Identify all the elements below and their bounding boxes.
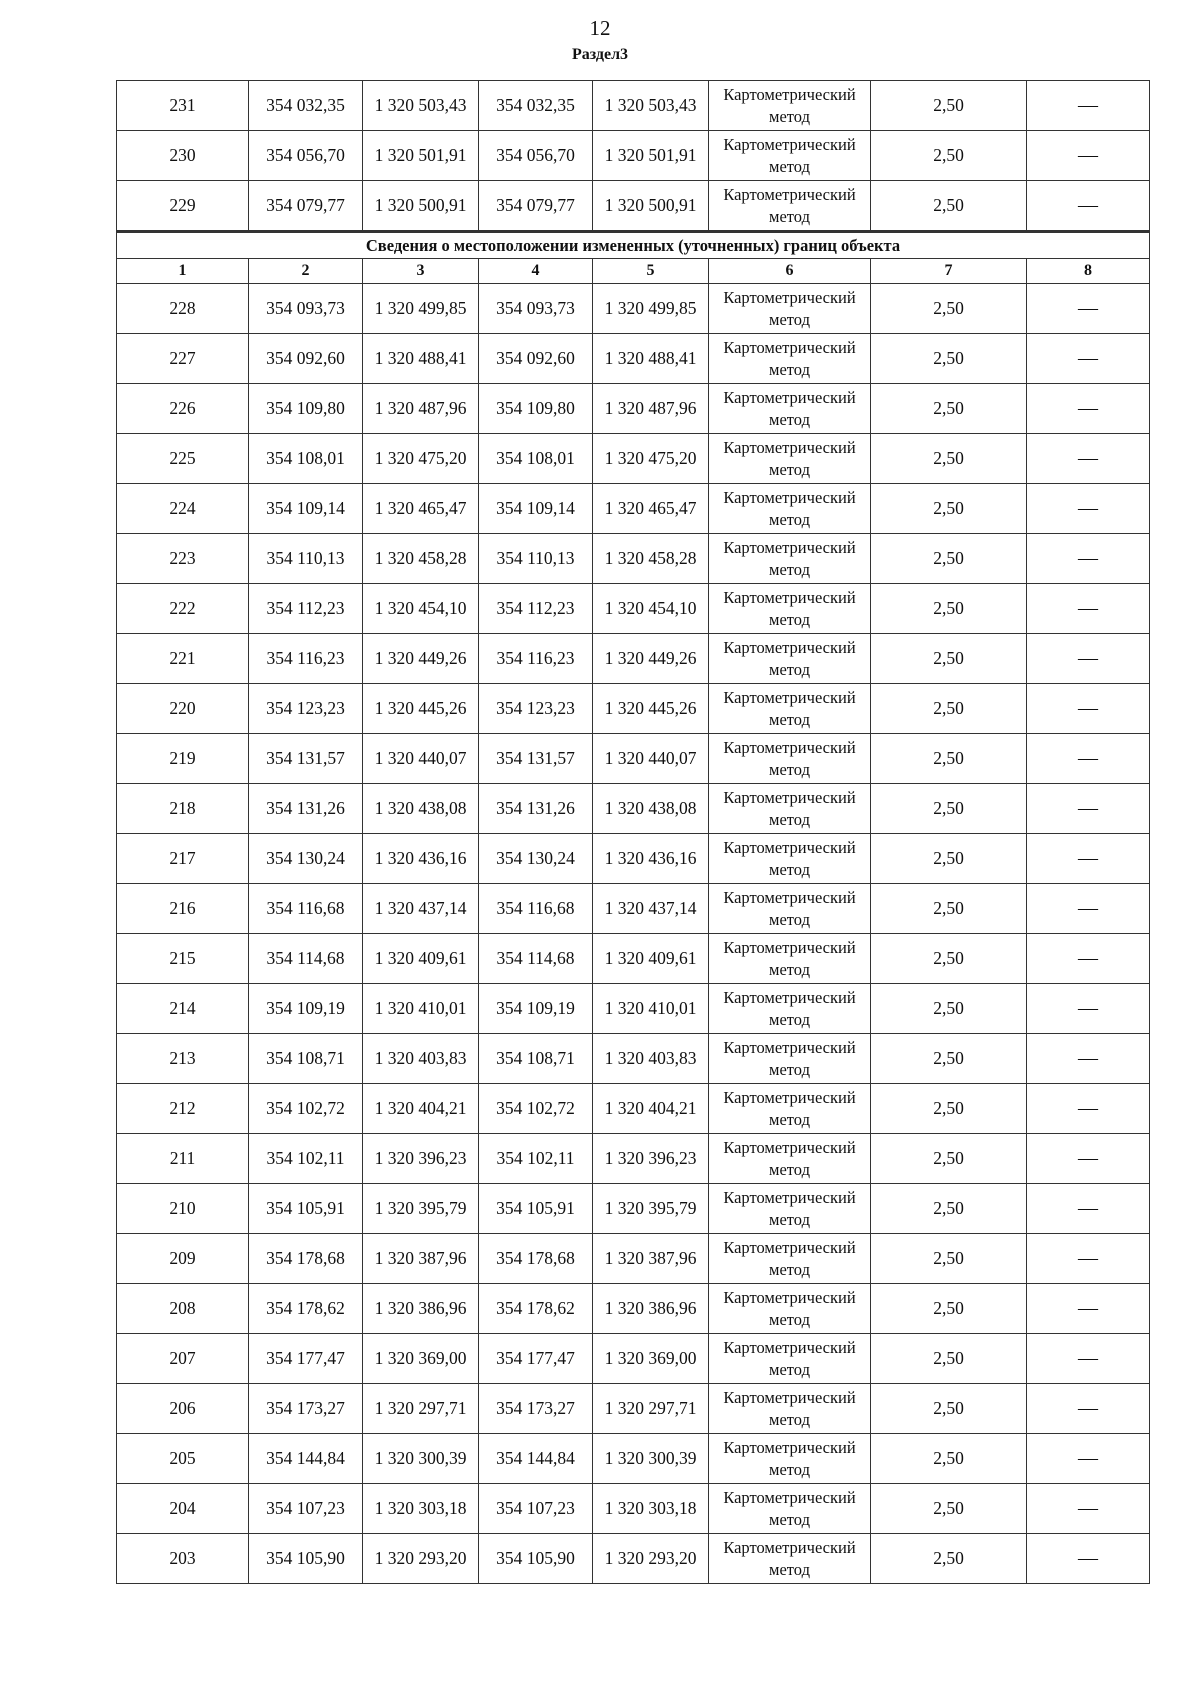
cell-note: —: [1027, 784, 1150, 834]
cell-point-number: 229: [117, 181, 249, 232]
table-row: [117, 1034, 1150, 1084]
column-number: 2: [249, 259, 363, 284]
cell-y-existing: 1 320 437,14: [363, 884, 479, 934]
cell-y-existing: 1 320 449,26: [363, 634, 479, 684]
cell-x-refined: 354 105,91: [479, 1184, 593, 1234]
cell-y-refined: 1 320 438,08: [593, 784, 709, 834]
cell-note: —: [1027, 334, 1150, 384]
cell-x-existing: 354 108,71: [249, 1034, 363, 1084]
cell-point-number: 208: [117, 1284, 249, 1334]
cell-x-refined: 354 110,13: [479, 534, 593, 584]
cell-y-refined: 1 320 303,18: [593, 1484, 709, 1534]
cell-y-refined: 1 320 449,26: [593, 634, 709, 684]
table-row: [117, 1434, 1150, 1484]
cell-x-existing: 354 056,70: [249, 131, 363, 181]
cell-accuracy: 2,50: [871, 384, 1027, 434]
cell-x-existing: 354 107,23: [249, 1484, 363, 1534]
cell-y-existing: 1 320 501,91: [363, 131, 479, 181]
page-number: 12: [589, 16, 611, 40]
subsection-heading: Сведения о местоположении измененных (уточненных) границ объекта: [117, 232, 1150, 259]
table-row: [117, 1484, 1150, 1534]
cell-y-existing: 1 320 396,23: [363, 1134, 479, 1184]
cell-x-existing: 354 109,80: [249, 384, 363, 434]
table-row: [117, 734, 1150, 784]
cell-accuracy: 2,50: [871, 1184, 1027, 1234]
cell-method: Картометрический метод: [709, 1284, 871, 1334]
cell-x-refined: 354 131,26: [479, 784, 593, 834]
cell-note: —: [1027, 1034, 1150, 1084]
cell-x-refined: 354 178,68: [479, 1234, 593, 1284]
cell-y-refined: 1 320 387,96: [593, 1234, 709, 1284]
cell-x-existing: 354 092,60: [249, 334, 363, 384]
cell-point-number: 224: [117, 484, 249, 534]
cell-x-refined: 354 107,23: [479, 1484, 593, 1534]
cell-y-refined: 1 320 300,39: [593, 1434, 709, 1484]
cell-accuracy: 2,50: [871, 334, 1027, 384]
cell-method: Картометрический метод: [709, 934, 871, 984]
cell-point-number: 222: [117, 584, 249, 634]
cell-accuracy: 2,50: [871, 984, 1027, 1034]
cell-y-refined: 1 320 501,91: [593, 131, 709, 181]
rows-before-heading: [117, 81, 1150, 232]
cell-accuracy: 2,50: [871, 1434, 1027, 1484]
cell-y-existing: 1 320 500,91: [363, 181, 479, 232]
cell-accuracy: 2,50: [871, 1134, 1027, 1184]
cell-y-refined: 1 320 458,28: [593, 534, 709, 584]
cell-point-number: 204: [117, 1484, 249, 1534]
cell-y-refined: 1 320 386,96: [593, 1284, 709, 1334]
table-row: [117, 284, 1150, 334]
cell-note: —: [1027, 1234, 1150, 1284]
cell-accuracy: 2,50: [871, 181, 1027, 232]
cell-point-number: 207: [117, 1334, 249, 1384]
column-number: 4: [479, 259, 593, 284]
section-title: Раздел3: [571, 46, 629, 63]
cell-y-existing: 1 320 409,61: [363, 934, 479, 984]
cell-y-refined: 1 320 293,20: [593, 1534, 709, 1584]
cell-method: Картометрический метод: [709, 434, 871, 484]
table-row: [117, 1384, 1150, 1434]
cell-x-refined: 354 092,60: [479, 334, 593, 384]
cell-method: Картометрический метод: [709, 284, 871, 334]
cell-method: Картометрический метод: [709, 484, 871, 534]
cell-note: —: [1027, 734, 1150, 784]
cell-y-existing: 1 320 303,18: [363, 1484, 479, 1534]
table-row: [117, 484, 1150, 534]
cell-point-number: 226: [117, 384, 249, 434]
cell-note: —: [1027, 81, 1150, 131]
cell-method: Картометрический метод: [709, 1384, 871, 1434]
cell-x-refined: 354 032,35: [479, 81, 593, 131]
cell-y-refined: 1 320 403,83: [593, 1034, 709, 1084]
table-row: [117, 534, 1150, 584]
cell-x-refined: 354 105,90: [479, 1534, 593, 1584]
cell-accuracy: 2,50: [871, 1034, 1027, 1084]
column-number: 8: [1027, 259, 1150, 284]
cell-point-number: 212: [117, 1084, 249, 1134]
cell-y-refined: 1 320 440,07: [593, 734, 709, 784]
cell-note: —: [1027, 284, 1150, 334]
cell-x-existing: 354 093,73: [249, 284, 363, 334]
cell-y-existing: 1 320 403,83: [363, 1034, 479, 1084]
cell-accuracy: 2,50: [871, 1084, 1027, 1134]
cell-point-number: 206: [117, 1384, 249, 1434]
cell-x-existing: 354 123,23: [249, 684, 363, 734]
cell-x-refined: 354 116,68: [479, 884, 593, 934]
cell-x-existing: 354 110,13: [249, 534, 363, 584]
cell-y-refined: 1 320 445,26: [593, 684, 709, 734]
cell-point-number: 219: [117, 734, 249, 784]
cell-point-number: 221: [117, 634, 249, 684]
cell-point-number: 220: [117, 684, 249, 734]
cell-point-number: 210: [117, 1184, 249, 1234]
cell-point-number: 205: [117, 1434, 249, 1484]
cell-method: Картометрический метод: [709, 1234, 871, 1284]
cell-note: —: [1027, 1134, 1150, 1184]
cell-note: —: [1027, 181, 1150, 232]
column-number: 3: [363, 259, 479, 284]
cell-y-existing: 1 320 369,00: [363, 1334, 479, 1384]
cell-y-existing: 1 320 395,79: [363, 1184, 479, 1234]
cell-x-refined: 354 056,70: [479, 131, 593, 181]
cell-method: Картометрический метод: [709, 1134, 871, 1184]
cell-y-existing: 1 320 440,07: [363, 734, 479, 784]
cell-accuracy: 2,50: [871, 284, 1027, 334]
cell-x-existing: 354 177,47: [249, 1334, 363, 1384]
cell-y-existing: 1 320 297,71: [363, 1384, 479, 1434]
cell-method: Картометрический метод: [709, 734, 871, 784]
cell-y-existing: 1 320 475,20: [363, 434, 479, 484]
cell-x-existing: 354 114,68: [249, 934, 363, 984]
cell-x-existing: 354 109,14: [249, 484, 363, 534]
column-number: 6: [709, 259, 871, 284]
cell-point-number: 230: [117, 131, 249, 181]
cell-x-refined: 354 108,71: [479, 1034, 593, 1084]
cell-accuracy: 2,50: [871, 434, 1027, 484]
cell-x-existing: 354 131,26: [249, 784, 363, 834]
cell-x-refined: 354 131,57: [479, 734, 593, 784]
table-row: [117, 131, 1150, 181]
cell-point-number: 213: [117, 1034, 249, 1084]
cell-accuracy: 2,50: [871, 1484, 1027, 1534]
cell-note: —: [1027, 1084, 1150, 1134]
cell-x-existing: 354 178,62: [249, 1284, 363, 1334]
table-row: [117, 334, 1150, 384]
cell-method: Картометрический метод: [709, 634, 871, 684]
cell-accuracy: 2,50: [871, 1534, 1027, 1584]
column-number: 7: [871, 259, 1027, 284]
cell-method: Картометрический метод: [709, 131, 871, 181]
cell-point-number: 209: [117, 1234, 249, 1284]
cell-x-refined: 354 093,73: [479, 284, 593, 334]
cell-accuracy: 2,50: [871, 534, 1027, 584]
cell-method: Картометрический метод: [709, 884, 871, 934]
table-row: [117, 1234, 1150, 1284]
cell-y-existing: 1 320 499,85: [363, 284, 479, 334]
column-number: 1: [117, 259, 249, 284]
cell-x-existing: 354 178,68: [249, 1234, 363, 1284]
cell-point-number: 225: [117, 434, 249, 484]
cell-note: —: [1027, 584, 1150, 634]
cell-point-number: 223: [117, 534, 249, 584]
table-row: [117, 1184, 1150, 1234]
cell-accuracy: 2,50: [871, 734, 1027, 784]
table-row: [117, 584, 1150, 634]
table-row: [117, 684, 1150, 734]
cell-point-number: 218: [117, 784, 249, 834]
cell-point-number: 203: [117, 1534, 249, 1584]
cell-x-refined: 354 109,80: [479, 384, 593, 434]
cell-note: —: [1027, 1284, 1150, 1334]
table-row: [117, 384, 1150, 434]
cell-point-number: 227: [117, 334, 249, 384]
cell-method: Картометрический метод: [709, 334, 871, 384]
table-row: [117, 1284, 1150, 1334]
table-row: [117, 784, 1150, 834]
cell-x-refined: 354 144,84: [479, 1434, 593, 1484]
cell-accuracy: 2,50: [871, 584, 1027, 634]
cell-y-existing: 1 320 465,47: [363, 484, 479, 534]
cell-accuracy: 2,50: [871, 934, 1027, 984]
cell-method: Картометрический метод: [709, 1334, 871, 1384]
cell-point-number: 217: [117, 834, 249, 884]
cell-y-refined: 1 320 297,71: [593, 1384, 709, 1434]
cell-method: Картометрический метод: [709, 1484, 871, 1534]
cell-note: —: [1027, 984, 1150, 1034]
cell-y-existing: 1 320 293,20: [363, 1534, 479, 1584]
table-row: [117, 984, 1150, 1034]
cell-y-existing: 1 320 386,96: [363, 1284, 479, 1334]
cell-x-existing: 354 116,23: [249, 634, 363, 684]
cell-note: —: [1027, 1184, 1150, 1234]
cell-note: —: [1027, 1534, 1150, 1584]
table-row: [117, 81, 1150, 131]
cell-note: —: [1027, 934, 1150, 984]
cell-y-existing: 1 320 488,41: [363, 334, 479, 384]
cell-point-number: 216: [117, 884, 249, 934]
cell-x-refined: 354 123,23: [479, 684, 593, 734]
cell-accuracy: 2,50: [871, 1384, 1027, 1434]
cell-x-existing: 354 079,77: [249, 181, 363, 232]
cell-note: —: [1027, 684, 1150, 734]
cell-x-existing: 354 105,91: [249, 1184, 363, 1234]
cell-y-refined: 1 320 436,16: [593, 834, 709, 884]
cell-y-refined: 1 320 465,47: [593, 484, 709, 534]
cell-x-refined: 354 079,77: [479, 181, 593, 232]
table-row: [117, 1084, 1150, 1134]
table-row: [117, 1134, 1150, 1184]
cell-x-existing: 354 032,35: [249, 81, 363, 131]
cell-accuracy: 2,50: [871, 634, 1027, 684]
cell-y-refined: 1 320 475,20: [593, 434, 709, 484]
column-number: 5: [593, 259, 709, 284]
cell-y-refined: 1 320 396,23: [593, 1134, 709, 1184]
cell-x-existing: 354 173,27: [249, 1384, 363, 1434]
cell-x-refined: 354 114,68: [479, 934, 593, 984]
cell-note: —: [1027, 534, 1150, 584]
cell-method: Картометрический метод: [709, 1434, 871, 1484]
cell-x-refined: 354 102,72: [479, 1084, 593, 1134]
table-row: [117, 1334, 1150, 1384]
cell-x-refined: 354 116,23: [479, 634, 593, 684]
cell-x-refined: 354 177,47: [479, 1334, 593, 1384]
table-row: [117, 1534, 1150, 1584]
cell-x-refined: 354 178,62: [479, 1284, 593, 1334]
cell-note: —: [1027, 1434, 1150, 1484]
cell-y-existing: 1 320 300,39: [363, 1434, 479, 1484]
cell-method: Картометрический метод: [709, 1184, 871, 1234]
cell-accuracy: 2,50: [871, 684, 1027, 734]
cell-y-refined: 1 320 409,61: [593, 934, 709, 984]
rows-after-heading: [117, 284, 1150, 1584]
cell-point-number: 215: [117, 934, 249, 984]
cell-x-existing: 354 131,57: [249, 734, 363, 784]
cell-method: Картометрический метод: [709, 1534, 871, 1584]
cell-note: —: [1027, 1334, 1150, 1384]
cell-y-existing: 1 320 410,01: [363, 984, 479, 1034]
cell-accuracy: 2,50: [871, 784, 1027, 834]
cell-y-refined: 1 320 369,00: [593, 1334, 709, 1384]
cell-note: —: [1027, 834, 1150, 884]
cell-y-refined: 1 320 499,85: [593, 284, 709, 334]
cell-y-refined: 1 320 503,43: [593, 81, 709, 131]
cell-y-existing: 1 320 445,26: [363, 684, 479, 734]
cell-point-number: 214: [117, 984, 249, 1034]
cell-point-number: 211: [117, 1134, 249, 1184]
cell-y-existing: 1 320 387,96: [363, 1234, 479, 1284]
cell-note: —: [1027, 484, 1150, 534]
cell-method: Картометрический метод: [709, 784, 871, 834]
heading-block: [117, 232, 1150, 284]
cell-x-existing: 354 130,24: [249, 834, 363, 884]
table-row: [117, 934, 1150, 984]
cell-x-refined: 354 130,24: [479, 834, 593, 884]
cell-method: Картометрический метод: [709, 684, 871, 734]
table-row: [117, 181, 1150, 232]
cell-y-refined: 1 320 454,10: [593, 584, 709, 634]
cell-y-refined: 1 320 437,14: [593, 884, 709, 934]
cell-y-refined: 1 320 500,91: [593, 181, 709, 232]
cell-y-refined: 1 320 404,21: [593, 1084, 709, 1134]
cell-method: Картометрический метод: [709, 1084, 871, 1134]
cell-method: Картометрический метод: [709, 81, 871, 131]
cell-x-refined: 354 112,23: [479, 584, 593, 634]
cell-accuracy: 2,50: [871, 484, 1027, 534]
cell-x-refined: 354 102,11: [479, 1134, 593, 1184]
cell-note: —: [1027, 884, 1150, 934]
cell-method: Картометрический метод: [709, 984, 871, 1034]
cell-note: —: [1027, 1484, 1150, 1534]
cell-x-refined: 354 109,14: [479, 484, 593, 534]
cell-note: —: [1027, 384, 1150, 434]
cell-x-existing: 354 144,84: [249, 1434, 363, 1484]
table-row: [117, 884, 1150, 934]
cell-accuracy: 2,50: [871, 1284, 1027, 1334]
cell-x-existing: 354 109,19: [249, 984, 363, 1034]
cell-accuracy: 2,50: [871, 1234, 1027, 1284]
cell-method: Картометрический метод: [709, 1034, 871, 1084]
cell-x-existing: 354 102,11: [249, 1134, 363, 1184]
cell-accuracy: 2,50: [871, 834, 1027, 884]
cell-y-refined: 1 320 487,96: [593, 384, 709, 434]
column-number-row: [117, 259, 1150, 284]
cell-point-number: 228: [117, 284, 249, 334]
cell-note: —: [1027, 634, 1150, 684]
cell-x-refined: 354 108,01: [479, 434, 593, 484]
cell-x-refined: 354 109,19: [479, 984, 593, 1034]
cell-y-existing: 1 320 438,08: [363, 784, 479, 834]
cell-y-existing: 1 320 404,21: [363, 1084, 479, 1134]
cell-method: Картометрический метод: [709, 584, 871, 634]
cell-accuracy: 2,50: [871, 131, 1027, 181]
cell-x-existing: 354 108,01: [249, 434, 363, 484]
coordinates-table: [116, 80, 1150, 1584]
cell-note: —: [1027, 1384, 1150, 1434]
cell-y-existing: 1 320 503,43: [363, 81, 479, 131]
cell-note: —: [1027, 434, 1150, 484]
cell-point-number: 231: [117, 81, 249, 131]
cell-y-existing: 1 320 458,28: [363, 534, 479, 584]
cell-note: —: [1027, 131, 1150, 181]
cell-method: Картометрический метод: [709, 181, 871, 232]
cell-x-refined: 354 173,27: [479, 1384, 593, 1434]
table-row: [117, 434, 1150, 484]
cell-accuracy: 2,50: [871, 81, 1027, 131]
table-row: [117, 634, 1150, 684]
cell-accuracy: 2,50: [871, 884, 1027, 934]
cell-y-existing: 1 320 454,10: [363, 584, 479, 634]
cell-method: Картометрический метод: [709, 834, 871, 884]
cell-y-existing: 1 320 487,96: [363, 384, 479, 434]
cell-x-existing: 354 116,68: [249, 884, 363, 934]
cell-method: Картометрический метод: [709, 384, 871, 434]
cell-y-refined: 1 320 410,01: [593, 984, 709, 1034]
cell-x-existing: 354 102,72: [249, 1084, 363, 1134]
cell-y-refined: 1 320 395,79: [593, 1184, 709, 1234]
cell-y-existing: 1 320 436,16: [363, 834, 479, 884]
cell-x-existing: 354 105,90: [249, 1534, 363, 1584]
cell-method: Картометрический метод: [709, 534, 871, 584]
cell-x-existing: 354 112,23: [249, 584, 363, 634]
table-row: [117, 834, 1150, 884]
cell-y-refined: 1 320 488,41: [593, 334, 709, 384]
cell-accuracy: 2,50: [871, 1334, 1027, 1384]
